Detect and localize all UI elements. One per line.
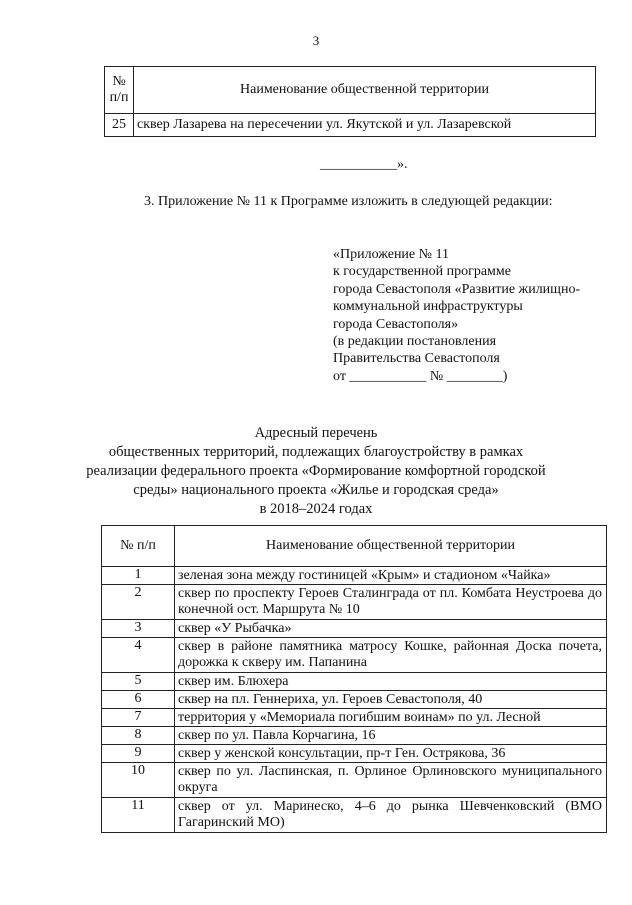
row-number: 11 <box>102 798 175 833</box>
row-number: 2 <box>102 585 175 620</box>
table-header-row <box>105 67 596 114</box>
row-number: 25 <box>105 114 134 137</box>
closing-quote-line: ___________». <box>320 157 408 172</box>
title-line: реализации федерального проекта «Формирование комфортной городской <box>86 463 546 479</box>
row-number: 3 <box>102 620 175 638</box>
title-line: среды» национального проекта «Жилье и городская среда» <box>133 482 499 498</box>
table-row <box>102 673 607 691</box>
appendix-line: (в редакции постановления <box>333 334 497 350</box>
table-header-row <box>102 526 607 567</box>
table-row <box>105 114 596 137</box>
table-row <box>102 763 607 798</box>
row-name: сквер от ул. Маринеско, 4–6 до рынка Шевченковский (ВМО Гагаринский МО) <box>175 798 607 833</box>
row-number: 6 <box>102 691 175 709</box>
row-name: сквер на пл. Геннериха, ул. Героев Севастополя, 40 <box>175 691 607 709</box>
appendix-header <box>333 246 613 385</box>
table-row <box>102 745 607 763</box>
appendix-line: к государственной программе <box>333 264 511 280</box>
table-row <box>102 798 607 833</box>
row-name: зеленая зона между гостиницей «Крым» и стадионом «Чайка» <box>175 567 607 585</box>
appendix-line: «Приложение № 11 <box>333 247 449 262</box>
table-row <box>102 567 607 585</box>
row-name: сквер Лазарева на пересечении ул. Якутской и ул. Лазаревской <box>134 114 596 137</box>
table-row <box>102 727 607 745</box>
header-number: № п/п <box>105 67 134 114</box>
row-name: сквер им. Блюхера <box>175 673 607 691</box>
table-row <box>102 585 607 620</box>
row-number: 9 <box>102 745 175 763</box>
page-number: 3 <box>312 33 320 48</box>
title-line: общественных территорий, подлежащих благоустройству в рамках <box>108 444 524 460</box>
title-line: Адресный перечень <box>254 425 378 441</box>
appendix-line: коммунальной инфраструктуры <box>333 299 523 315</box>
table-row <box>102 709 607 727</box>
row-number: 1 <box>102 567 175 585</box>
row-number: 10 <box>102 763 175 798</box>
appendix-line: Правительства Севастополя <box>333 351 500 367</box>
row-name: сквер по ул. Павла Корчагина, 16 <box>175 727 607 745</box>
row-name: сквер по ул. Ласпинская, п. Орлиное Орлиновского муниципального округа <box>175 763 607 798</box>
document-title <box>60 424 572 519</box>
appendix-line: города Севастополя «Развитие жилищно- <box>333 281 581 297</box>
header-number: № п/п <box>102 526 175 567</box>
table-row <box>102 638 607 673</box>
top-table <box>104 66 596 137</box>
row-number: 5 <box>102 673 175 691</box>
item-3-text: 3. Приложение № 11 к Программе изложить в следующей редакции: <box>144 194 553 209</box>
title-line: в 2018–2024 годах <box>259 501 373 517</box>
row-name: сквер «У Рыбачка» <box>175 620 607 638</box>
header-name: Наименование общественной территории <box>134 67 596 114</box>
row-name: сквер у женской консультации, пр-т Ген. Острякова, 36 <box>175 745 607 763</box>
address-table <box>101 525 607 833</box>
row-name: территория у «Мемориала погибшим воинам» по ул. Лесной <box>175 709 607 727</box>
row-number: 7 <box>102 709 175 727</box>
table-row <box>102 691 607 709</box>
table-row <box>102 620 607 638</box>
appendix-line: города Севастополя» <box>333 316 459 332</box>
row-number: 8 <box>102 727 175 745</box>
row-number: 4 <box>102 638 175 673</box>
row-name: сквер по проспекту Героев Сталинграда от пл. Комбата Неустроева до конечной ост. Маршрута № 10 <box>175 585 607 620</box>
row-name: сквер в районе памятника матросу Кошке, районная Доска почета, дорожка к скверу им. Папанина <box>175 638 607 673</box>
appendix-line: от ___________ № ________) <box>333 368 508 384</box>
header-name: Наименование общественной территории <box>175 526 607 567</box>
